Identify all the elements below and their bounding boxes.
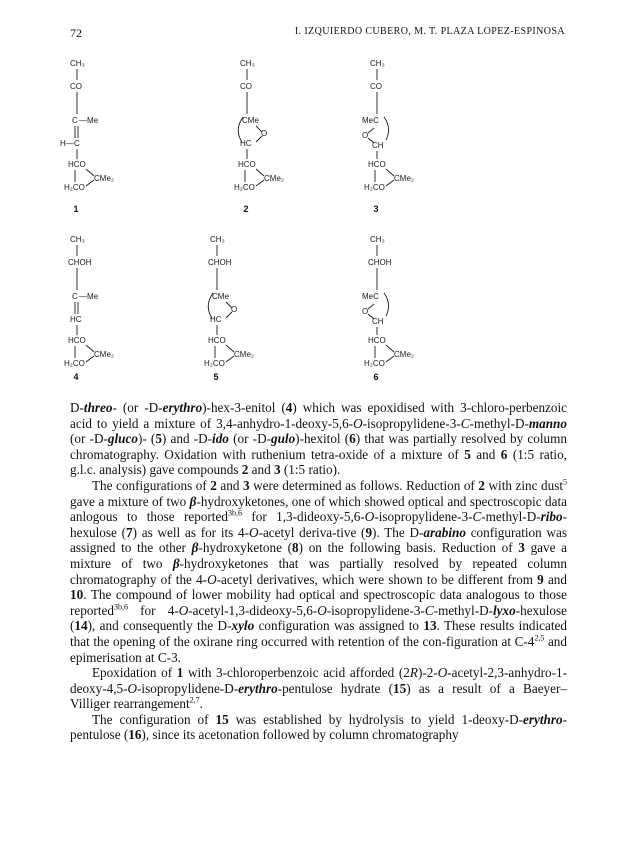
choh-label: CHOH bbox=[368, 258, 392, 267]
text-run: -hydroxyketones that was partially resolved by repeated column chromatography of the 4- bbox=[70, 555, 567, 587]
text-run: -hydroxyketone ( bbox=[198, 540, 293, 556]
text-run: O bbox=[437, 665, 448, 681]
text-run: ) on the following basis. Reduction of bbox=[298, 540, 519, 556]
text-run: The configurations of bbox=[92, 477, 211, 493]
text-run: -pentulose hydrate ( bbox=[277, 680, 394, 696]
co-label: CO bbox=[370, 82, 382, 91]
text-run: -acetyl deriva-tive ( bbox=[258, 524, 366, 540]
choh-label: CHOH bbox=[68, 258, 92, 267]
text-run: (or -D- bbox=[70, 431, 108, 447]
compound-ref: 2 bbox=[241, 462, 249, 478]
text-run: xylo bbox=[231, 618, 255, 634]
text-run: O bbox=[178, 602, 189, 618]
text-run: configuration was assigned to bbox=[254, 618, 424, 634]
compound-label: 5 bbox=[213, 372, 219, 382]
h2co-label: H₂CO bbox=[364, 183, 385, 192]
compound-label: 2 bbox=[243, 204, 249, 214]
ch3-label: CH₃ bbox=[370, 59, 385, 68]
text-run: -acetyl-1,3-dideoxy-5,6- bbox=[188, 602, 318, 618]
compound-ref: 16 bbox=[128, 727, 142, 743]
c4-label: HC bbox=[210, 315, 222, 324]
compound-ref: 3 bbox=[243, 477, 250, 493]
co-label: CO bbox=[240, 82, 252, 91]
text-run: and epimerisation at C-3. bbox=[70, 633, 567, 665]
text-run: O bbox=[127, 680, 138, 696]
text-run: β bbox=[189, 493, 197, 509]
paragraph-1 bbox=[70, 400, 567, 478]
text-run: erythro bbox=[523, 711, 563, 727]
cme2-label: CMe₂ bbox=[94, 350, 114, 359]
cme2-label: CMe₂ bbox=[234, 350, 254, 359]
text-run: and bbox=[470, 446, 501, 462]
text-run: -isopropylidene-3- bbox=[374, 509, 473, 525]
text-run: - (or -D- bbox=[112, 400, 163, 415]
paragraph-3 bbox=[70, 665, 567, 712]
compound-ref: 4 bbox=[285, 400, 293, 415]
text-run: C bbox=[424, 602, 434, 618]
text-run: -hexulose ( bbox=[70, 602, 567, 634]
text-run: ) which was epoxidised with 3-chloro-perbenzoic acid to yield a mixture of 3,4-anhydro-1-deoxy-5,6- bbox=[70, 400, 568, 431]
text-run: C bbox=[460, 415, 470, 431]
compound-ref: 1 bbox=[176, 665, 184, 681]
text-run: ribo bbox=[540, 509, 563, 525]
cme2-label: CMe₂ bbox=[394, 174, 414, 183]
text-run: -isopropylidene-D- bbox=[137, 680, 239, 696]
choh-label: CHOH bbox=[208, 258, 232, 267]
hco-label: HCO bbox=[368, 336, 386, 345]
text-run: . The compound of lower mobility had optical and spectroscopic data analogous to those reported bbox=[70, 587, 567, 618]
text-run: -hexulose ( bbox=[70, 509, 567, 540]
text-run: ), since its acetonation followed by column chromatography bbox=[141, 727, 459, 743]
hco-label: HCO bbox=[68, 160, 86, 169]
structure-1 bbox=[60, 56, 170, 216]
citation: 2,7 bbox=[189, 695, 200, 705]
hco-label: HCO bbox=[368, 160, 386, 169]
me-label: —Me bbox=[79, 116, 99, 125]
c3-label: CMe bbox=[212, 292, 229, 301]
text-run: (or -D- bbox=[228, 431, 271, 447]
text-run: . bbox=[199, 696, 203, 712]
h2co-label: H₂CO bbox=[234, 183, 255, 192]
c4-label: C bbox=[74, 139, 80, 148]
text-run: C bbox=[472, 509, 482, 525]
ch3-label: CH₃ bbox=[240, 59, 255, 68]
text-run: (1:5 ratio, g.l.c. analysis) gave compounds bbox=[70, 446, 567, 478]
text-run: O bbox=[207, 571, 217, 587]
text-run: lyxo bbox=[493, 602, 516, 618]
compound-ref: 3 bbox=[518, 540, 525, 556]
text-run: gluco bbox=[107, 431, 138, 447]
compound-ref: 6 bbox=[349, 431, 356, 447]
ch3-label: CH₃ bbox=[370, 235, 385, 244]
text-run: with zinc dust bbox=[484, 477, 563, 493]
text-run: ) as well as for its 4- bbox=[132, 524, 250, 540]
compound-label: 6 bbox=[373, 372, 379, 382]
text-run: -isopropylidene-3- bbox=[326, 602, 425, 618]
c3-label: MeC bbox=[362, 292, 379, 301]
c4-label: HC bbox=[70, 315, 82, 324]
text-run: for 4- bbox=[127, 602, 179, 618]
cme2-label: CMe₂ bbox=[264, 174, 284, 183]
text-run: -acetyl-2,3-anhydro-1-deoxy-4,5- bbox=[70, 665, 567, 696]
text-run: and bbox=[248, 462, 275, 478]
text-run: β bbox=[172, 555, 180, 571]
text-run: The configuration of bbox=[92, 711, 216, 727]
compound-ref: 6 bbox=[500, 446, 508, 462]
text-run: were determined as follows. Reduction of bbox=[249, 477, 479, 493]
compound-label: 1 bbox=[73, 204, 79, 214]
text-run: gulo bbox=[270, 431, 296, 447]
text-run: gave a mixture of two bbox=[70, 493, 190, 509]
compound-ref: 9 bbox=[537, 571, 544, 587]
h-label: H— bbox=[60, 139, 74, 148]
text-run: ), and consequently the D- bbox=[87, 618, 232, 634]
text-run: and bbox=[216, 477, 244, 493]
h2co-label: H₂CO bbox=[364, 359, 385, 368]
text-run: . These results indicated that the opening of the oxirane ring occurred with retention of the con-figuration at C-4 bbox=[70, 618, 567, 649]
text-run: -isopropylidene-3- bbox=[362, 415, 461, 431]
text-run: arabino bbox=[423, 524, 466, 540]
structure-2 bbox=[230, 56, 340, 216]
text-run: ) as a result of a Baeyer–Villiger rearrangement bbox=[70, 680, 567, 712]
compound-ref: 5 bbox=[464, 446, 471, 462]
c3-label: CMe bbox=[242, 116, 259, 125]
text-run: erythro bbox=[238, 680, 278, 696]
compound-ref: 5 bbox=[155, 431, 162, 447]
text-run: )- ( bbox=[137, 431, 156, 447]
compound-ref: 7 bbox=[126, 524, 133, 540]
text-run: O bbox=[364, 509, 375, 525]
c4-label: HC bbox=[240, 139, 252, 148]
epoxide-o-label: O bbox=[362, 307, 369, 316]
c4-label: CH bbox=[372, 141, 384, 150]
text-run: was established by hydrolysis to yield 1-deoxy-D- bbox=[228, 711, 524, 727]
text-run: -methyl-D- bbox=[433, 602, 493, 618]
compound-ref: 14 bbox=[74, 618, 88, 634]
ch3-label: CH₃ bbox=[70, 59, 85, 68]
text-run: β bbox=[191, 540, 199, 556]
epoxide-o-label: O bbox=[261, 129, 268, 138]
citation: 2,5 bbox=[534, 633, 545, 643]
citation: 5 bbox=[562, 477, 567, 487]
structure-3 bbox=[360, 56, 470, 216]
compound-ref: 3 bbox=[274, 462, 281, 478]
cme2-label: CMe₂ bbox=[94, 174, 114, 183]
text-run: (1:5 ratio). bbox=[280, 462, 341, 478]
text-run: threo bbox=[83, 400, 113, 415]
text-run: ) and -D- bbox=[161, 431, 213, 447]
citation: 3b,6 bbox=[227, 508, 242, 518]
running-head: I. IZQUIERDO CUBERO, M. T. PLAZA LOPEZ-ESPINOSA bbox=[294, 26, 565, 37]
paragraph-4 bbox=[70, 712, 567, 743]
text-run: O bbox=[317, 602, 327, 618]
text-run: )-hexitol ( bbox=[295, 431, 350, 447]
text-run: -hydroxyketones, one of which showed optical and spectroscopic data anlogous to those reported bbox=[70, 493, 567, 525]
text-run: for 1,3-dideoxy-5,6- bbox=[241, 509, 365, 525]
compound-ref: 10 bbox=[70, 587, 84, 603]
structure-figure bbox=[60, 56, 480, 392]
text-run: and bbox=[543, 571, 567, 587]
structure-6 bbox=[360, 232, 470, 392]
co-label: CO bbox=[70, 82, 82, 91]
text-run: gave a mixture of two bbox=[70, 540, 568, 571]
compound-ref: 9 bbox=[365, 524, 373, 540]
hco-label: HCO bbox=[68, 336, 86, 345]
text-run: Epoxidation of bbox=[92, 665, 177, 681]
compound-label: 4 bbox=[73, 372, 79, 382]
text-run: erythro bbox=[162, 400, 203, 415]
hco-label: HCO bbox=[238, 160, 256, 169]
c3-label: MeC bbox=[362, 116, 379, 125]
text-run: )-2- bbox=[417, 665, 438, 681]
structure-5 bbox=[200, 232, 310, 392]
compound-ref: 2 bbox=[210, 477, 217, 493]
ch3-label: CH₃ bbox=[70, 235, 85, 244]
citation: 3b,6 bbox=[113, 602, 128, 612]
c3-label: C bbox=[72, 116, 78, 125]
compound-label: 3 bbox=[373, 204, 379, 214]
h2co-label: H₂CO bbox=[204, 359, 225, 368]
compound-ref: 8 bbox=[292, 540, 299, 556]
text-run: -acetyl derivatives, which were shown to be different from bbox=[216, 571, 538, 587]
text-run: configuration was assigned to the other bbox=[70, 524, 567, 556]
compound-ref: 15 bbox=[215, 711, 229, 727]
text-run: ). The D- bbox=[372, 524, 424, 540]
paragraph-2 bbox=[70, 478, 567, 665]
c4-label: CH bbox=[372, 317, 384, 326]
article-body bbox=[70, 400, 567, 743]
text-run: -methyl-D- bbox=[469, 415, 529, 431]
ch3-label: CH₃ bbox=[210, 235, 225, 244]
text-run: with 3-chloroperbenzoic acid afforded (2 bbox=[183, 665, 410, 681]
text-run: ) that was partially resolved by column chromatography. Oxidation with ruthenium tetra-oxide of a mixture of bbox=[70, 431, 567, 462]
text-run: -pentulose ( bbox=[70, 711, 567, 743]
text-run: D- bbox=[70, 400, 84, 415]
page-header bbox=[70, 26, 565, 42]
h2co-label: H₂CO bbox=[64, 183, 85, 192]
compound-ref: 2 bbox=[478, 477, 485, 493]
text-run: O bbox=[353, 415, 363, 431]
text-run: manno bbox=[528, 415, 567, 431]
epoxide-o-label: O bbox=[231, 305, 238, 314]
me-label: —Me bbox=[79, 292, 99, 301]
c3-label: C bbox=[72, 292, 78, 301]
epoxide-o-label: O bbox=[362, 131, 369, 140]
text-run: R bbox=[409, 665, 418, 681]
compound-ref: 13 bbox=[423, 618, 437, 634]
text-run: )-hex-3-enitol ( bbox=[202, 400, 286, 415]
structure-4 bbox=[60, 232, 170, 392]
h2co-label: H₂CO bbox=[64, 359, 85, 368]
text-run: -methyl-D- bbox=[481, 509, 541, 525]
compound-ref: 15 bbox=[393, 680, 407, 696]
text-run: ido bbox=[212, 431, 229, 447]
hco-label: HCO bbox=[208, 336, 226, 345]
page-number: 72 bbox=[70, 26, 82, 40]
cme2-label: CMe₂ bbox=[394, 350, 414, 359]
text-run: O bbox=[249, 524, 259, 540]
